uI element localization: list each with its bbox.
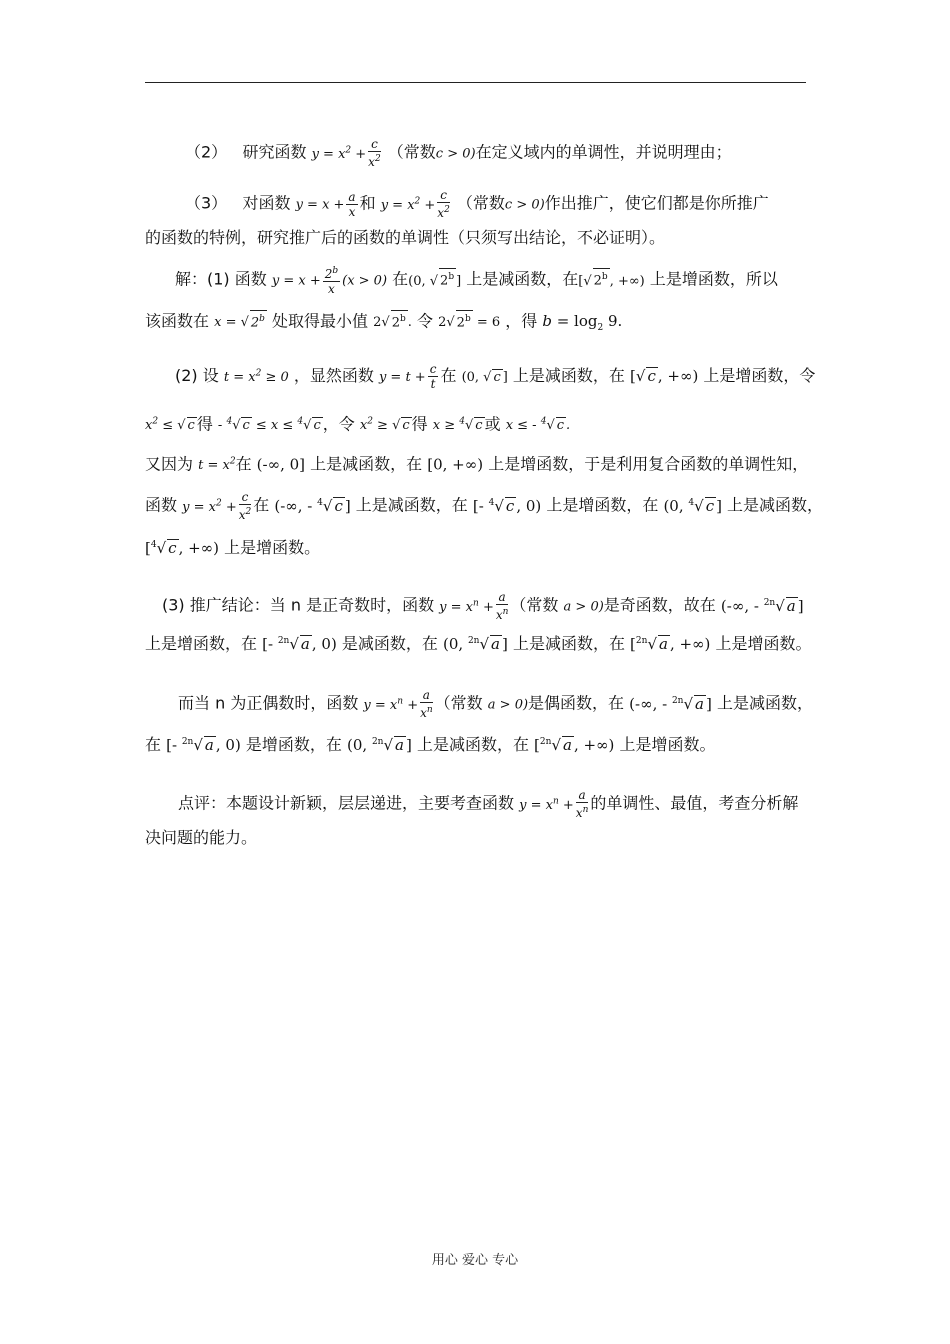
question-3-line [185,188,769,220]
comment-text: 点评：本题设计新颖，层层递进，主要考查函数 [178,793,515,813]
math-formula: y = t + [378,370,426,385]
solution-text: 是增函数，在 [245,735,342,754]
solution-text: 上是减函数，在 [416,735,529,754]
solution-text: 上是增函数，所以 [649,269,778,289]
math-formula: c > 0) [504,197,545,213]
solution-text: 在 [440,366,457,385]
question-3-text: 作出推广，使它们都是你所推广 [544,193,769,213]
comment-line [178,788,798,820]
math-formula: $b = \log_2 9$. [542,312,623,334]
solution-1-line [175,264,778,296]
question-2-text: 在定义域内的单调性，并说明理由； [475,142,732,162]
math-interval: (0, √ c ] [461,370,508,385]
solution-2-line [175,362,815,391]
math-fraction: $\frac{c}{x^2}$ [368,137,381,169]
math-interval: (-∞, - $^{2n}$√ a ] [720,596,804,615]
solution-text: 上是减函数， [716,693,813,713]
solution-text: 上是增函数。 [715,634,812,653]
math-interval: (0, $^4$√ c ] [663,496,722,515]
math-interval: [√ c , +∞) [630,367,699,385]
math-formula: $t = x^2$ [198,457,236,474]
comment-text: 的单调性、最值，考查分析解 [590,793,799,813]
solution-text: 在 [253,495,270,515]
math-interval: [0, +∞) [427,455,484,474]
math-formula: $y = x^2$ + [182,498,237,515]
math-formula: a > 0) [563,599,604,615]
solution-text: 上是增函数，于是利用复合函数的单调性知， [488,454,809,474]
solution-text: 上是减函数， [727,495,824,515]
math-interval: (0, √ 2$^b$ ] [408,274,461,289]
math-interval: [- $^{2n}$√ a , 0) [262,635,337,653]
solution-2-line-2 [145,412,570,436]
solution-text: 是奇函数，故在 [603,595,716,615]
solution-text: 得 [411,414,428,434]
math-fraction: $\frac{c}{t}$ [429,362,437,391]
math-formula: y = x + [271,273,321,289]
solution-text: 函数 [145,495,178,515]
solution-text: (2) 设 [175,366,219,385]
solution-2-line-5 [145,535,320,558]
math-formula: x = √ 2$^b$ [214,315,267,330]
solution-text: 又因为 [145,454,194,474]
solution-text: 上是减函数，在 [310,454,423,474]
solution-text: 上是增函数。 [224,538,321,557]
math-fraction: $\frac{c}{x^2}$ [437,188,450,220]
solution-text: 是偶函数，在 [528,693,625,713]
math-formula: x ≤ - $^4$√ c . [505,417,571,434]
math-formula: $y = x^n$ + [439,598,494,615]
page-footer: 用心 爱心 专心 [431,1253,519,1268]
math-interval: (-∞, 0] [256,455,306,474]
comment-line-2: 决问题的能力。 [145,828,258,847]
question-2-text: 研究函数 [242,142,307,162]
math-interval: [$^{2n}$√ a , +∞) [534,736,615,754]
math-fraction: $\frac{a}{x^n}$ [495,590,509,622]
solution-text: 上是减函数，在 [355,495,468,515]
solution-2-line-3 [145,452,808,476]
question-2-label: （2） [185,142,228,162]
math-interval: (0, $^{2n}$√ a ] [347,736,412,754]
math-formula: - $^4$√ c ≤ x ≤ $^4$√ c [217,417,321,434]
question-3-text: 对函数 [242,193,291,213]
question-2-text: （常数 [387,142,436,162]
math-formula: $t = x^2 \ge 0$ [223,368,289,385]
solution-3-even-line-2 [145,732,716,755]
solution-text: 解：(1) 函数 [175,269,267,289]
solution-text: 该函数在 [145,311,210,331]
math-fraction: $\frac{a}{x^n}$ [420,688,433,720]
question-3-line-2: 的函数的特例，研究推广后的函数的单调性（只须写出结论，不必证明）。 [145,228,666,247]
math-formula: $x^2$ ≥ √ c [359,417,410,434]
math-interval: [$^4$√ c , +∞) [145,539,220,557]
solution-3-even-line [178,688,813,720]
math-formula: (x > 0) [342,273,388,289]
math-fraction: $\frac{a}{x}$ [348,189,356,219]
math-formula: 2√ 2$^b$ . [373,315,412,330]
math-fraction: $\frac{2^b}{x}$ [324,266,339,296]
math-fraction: $\frac{c}{x^2}$ [238,490,252,522]
solution-3-line-2 [145,631,812,654]
solution-text: （常数 [510,595,559,615]
math-fraction: $\frac{a}{x^n}$ [575,788,589,820]
math-interval: (0, $^{2n}$√ a ] [443,635,508,653]
math-formula: y = x + [295,197,345,213]
question-3-label: （3） [185,193,228,213]
solution-text: ，令 [322,414,355,434]
solution-1-line-2 [145,310,622,338]
math-interval: [- $^4$√ c , 0) [472,496,542,515]
solution-text: 在 [392,269,409,289]
question-3-text: 和 [359,193,376,213]
math-interval: (-∞, - $^{2n}$√ a ] [629,694,712,713]
solution-text: ，得 [505,311,538,331]
math-interval: [√ 2$^b$ , +∞) [578,274,644,289]
solution-text: 处取得最小值 [272,311,369,331]
solution-text: ，显然函数 [293,366,374,385]
math-formula: 2√ $2^b = 6$ [438,315,500,330]
math-interval: (-∞, - $^4$√ c ] [274,496,351,515]
solution-text: 在 [235,454,252,474]
math-formula: $x^2$ ≤ √ c [145,417,195,434]
solution-3-line [162,590,804,622]
math-interval: [$^{2n}$√ a , +∞) [630,635,711,653]
math-formula: $y = x^n$ + [363,696,419,713]
solution-text: 上是减函数，在 [512,634,625,653]
solution-text: 令 [416,311,433,331]
solution-text: 上是增函数，令 [703,366,816,385]
question-2-line [185,137,732,169]
solution-text: 而当 n 为正偶数时，函数 [178,693,359,713]
math-interval: [- $^{2n}$√ a , 0) [166,736,241,754]
solution-text: 上是增函数，在 [546,495,659,515]
solution-text: 上是减函数，在 [466,269,579,289]
header-rule [145,82,806,83]
solution-text: （常数 [434,693,483,713]
math-formula: $y = x^n$ + [519,796,574,813]
solution-text: 上是增函数，在 [145,634,258,653]
math-formula: $y = x^2$ + [380,196,436,213]
solution-text: 是减函数，在 [341,634,438,653]
math-formula: $y = x^2$ + [311,145,367,162]
solution-2-line-4 [145,490,823,522]
solution-text: 上是增函数。 [619,735,716,754]
solution-text: (3) 推广结论：当 n 是正奇数时，函数 [162,595,435,615]
solution-text: 在 [145,735,162,754]
math-formula: c > 0) [435,146,476,162]
math-formula: x ≥ $^4$√ c [432,417,483,434]
question-3-text: （常数 [456,193,505,213]
solution-text: 或 [484,414,501,434]
solution-text: 得 [196,414,213,434]
math-formula: a > 0) [487,697,529,713]
solution-text: 上是减函数，在 [512,366,625,385]
